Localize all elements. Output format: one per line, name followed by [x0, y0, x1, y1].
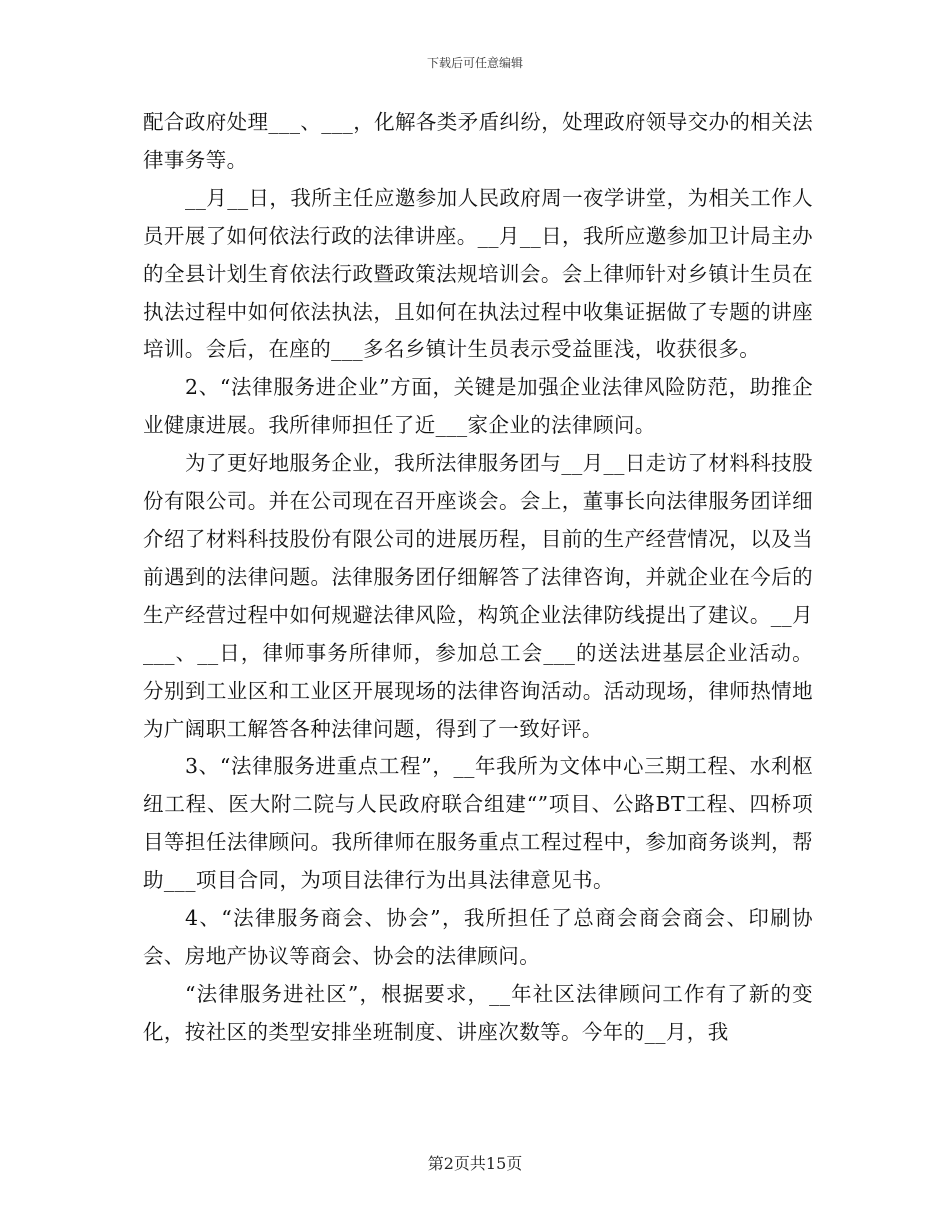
page-header-note: 下载后可任意编辑 — [426, 56, 523, 70]
paragraph-2: __月__日，我所主任应邀参加人民政府周一夜学讲堂，为相关工作人员开展了如何依法行政的法律讲座。__月__日，我所应邀参加卫计局主办的全县计划生育依法行政暨政策法规培训会。会上律师针对乡镇计生员在执法过程中如何依法执法，且如何在执法过程中收集证据做了专题的讲座培训。会后，在座的___多名乡镇计生员表示受益匪浅，收获很多。 — [143, 185, 813, 362]
paragraph-3: 2、“法律服务进企业”方面，关键是加强企业法律风险防范，助推企业健康进展。我所律师担任了近___家企业的法律顾问。 — [143, 375, 813, 438]
document-body — [143, 104, 813, 1052]
paragraph-6: 4、“法律服务商会、协会”，我所担任了总商会商会商会、印刷协会、房地产协议等商会、协会的法律顾问。 — [143, 906, 813, 968]
paragraph-4: 为了更好地服务企业，我所法律服务团与__月__日走访了材料科技股份有限公司。并在公司现在召开座谈会。会上，董事长向法律服务团详细介绍了材料科技股份有限公司的进展历程，目前的生产经营情况，以及当前遇到的法律问题。法律服务团仔细解答了法律咨询，并就企业在今后的生产经营过程中如何规避法律风险，构筑企业法律防线提出了建议。__月___、__日，律师事务所律师，参加总工会___的送法进基层企业活动。分别到工业区和工业区开展现场的法律咨询活动。活动现场，律师热情地为广阔职工解答各种法律问题，得到了一致好评。 — [143, 451, 813, 741]
paragraph-5: 3、“法律服务进重点工程”，__年我所为文体中心三期工程、水利枢纽工程、医大附二院与人民政府联合组建“”项目、公路BT工程、四桥项目等担任法律顾问。我所律师在服务重点工程过程中，参加商务谈判，帮助___项目合同，为项目法律行为出具法律意见书。 — [143, 754, 813, 893]
page-number-footer: 第2页共15页 — [427, 1154, 523, 1173]
paragraph-7: “法律服务进社区”，根据要求，__年社区法律顾问工作有了新的变化，按社区的类型安排坐班制度、讲座次数等。今年的__月，我 — [143, 981, 813, 1044]
paragraph-1: 配合政府处理___、___，化解各类矛盾纠纷，处理政府领导交办的相关法律事务等。 — [143, 110, 813, 172]
